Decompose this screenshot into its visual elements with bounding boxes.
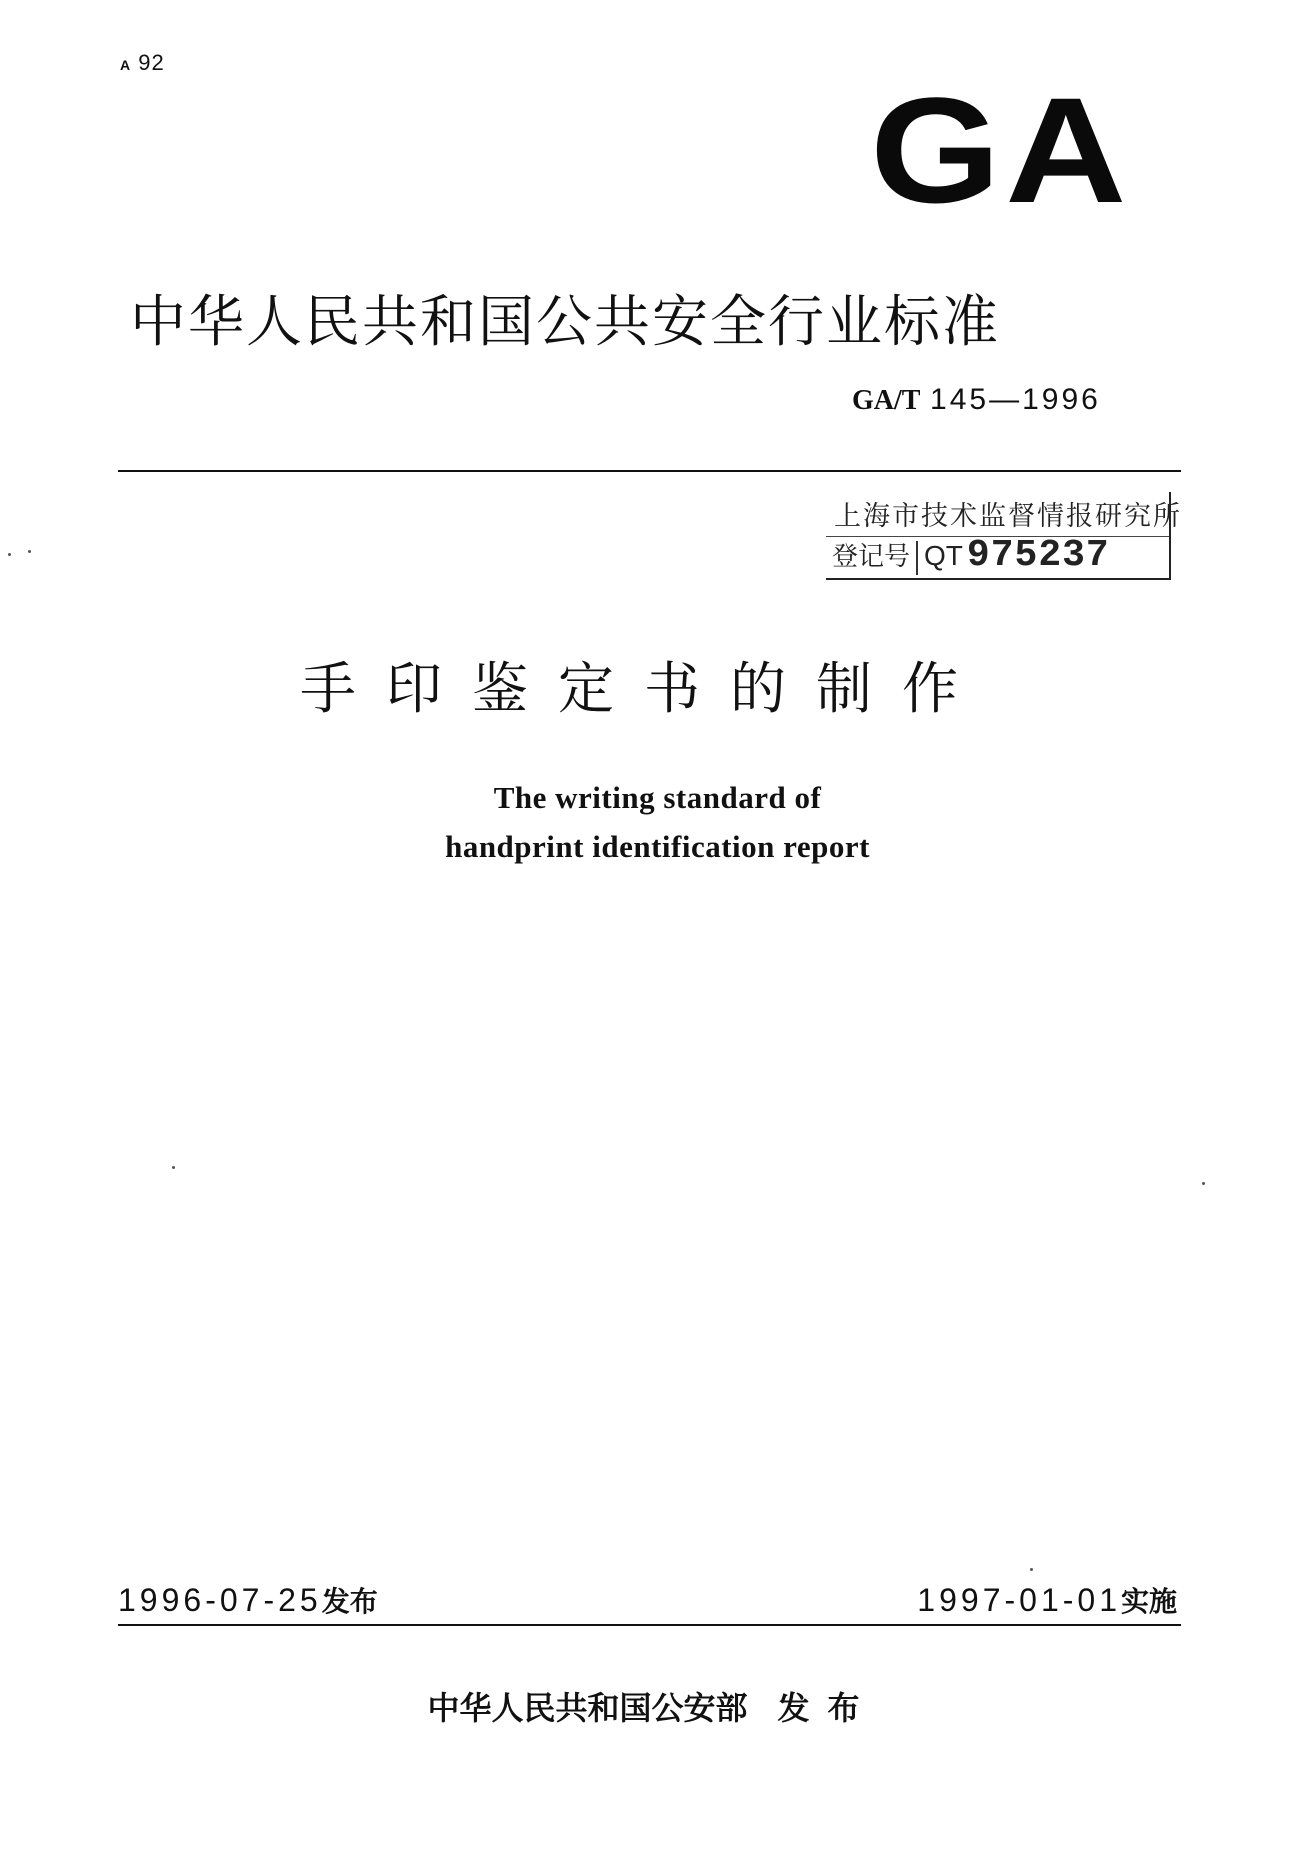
scan-speck <box>1030 1568 1033 1571</box>
english-title-line-2: handprint identification report <box>445 829 870 864</box>
standard-code <box>852 380 1101 421</box>
stamp-reg-prefix: QT <box>924 540 963 571</box>
publisher-line <box>0 1686 1305 1730</box>
stamp-label: 登记号 <box>832 542 911 572</box>
stamp-reg-number: 975237 <box>966 534 1110 577</box>
scan-speck <box>1202 1182 1205 1185</box>
top-divider <box>118 470 1181 472</box>
scan-speck <box>172 1166 175 1169</box>
scan-speck <box>8 553 11 556</box>
ga-logo: GA <box>870 66 1131 234</box>
implementation-label: 实施 <box>1120 1585 1177 1618</box>
standard-code-prefix: GA/T <box>852 385 921 416</box>
stamp-separator <box>916 541 918 575</box>
standard-code-number: 145—1996 <box>930 383 1101 416</box>
issue-date-block <box>118 1578 378 1624</box>
bottom-divider <box>118 1624 1181 1626</box>
implementation-date: 1997-01-01 <box>917 1582 1121 1618</box>
stamp-institute: 上海市技术监督情报研究所 <box>834 501 1182 532</box>
publisher-name: 中华人民共和国公安部 <box>427 1689 748 1727</box>
standard-title: 中华人民共和国公共安全行业标准 <box>130 290 1000 355</box>
classification-number: 92 <box>138 50 165 75</box>
classification-code <box>120 50 165 76</box>
document-title: 手印鉴定书的制作 <box>300 657 988 722</box>
issue-label: 发布 <box>321 1585 378 1618</box>
publisher-action: 发布 <box>777 1689 878 1727</box>
issue-date: 1996-07-25 <box>118 1582 322 1618</box>
stamp-registration <box>832 536 1110 577</box>
scan-speck <box>28 550 31 553</box>
implementation-date-block <box>917 1578 1177 1624</box>
document-english-title <box>0 773 1305 871</box>
english-title-line-1: The writing standard of <box>493 780 822 815</box>
classification-prefix: A <box>120 57 132 73</box>
